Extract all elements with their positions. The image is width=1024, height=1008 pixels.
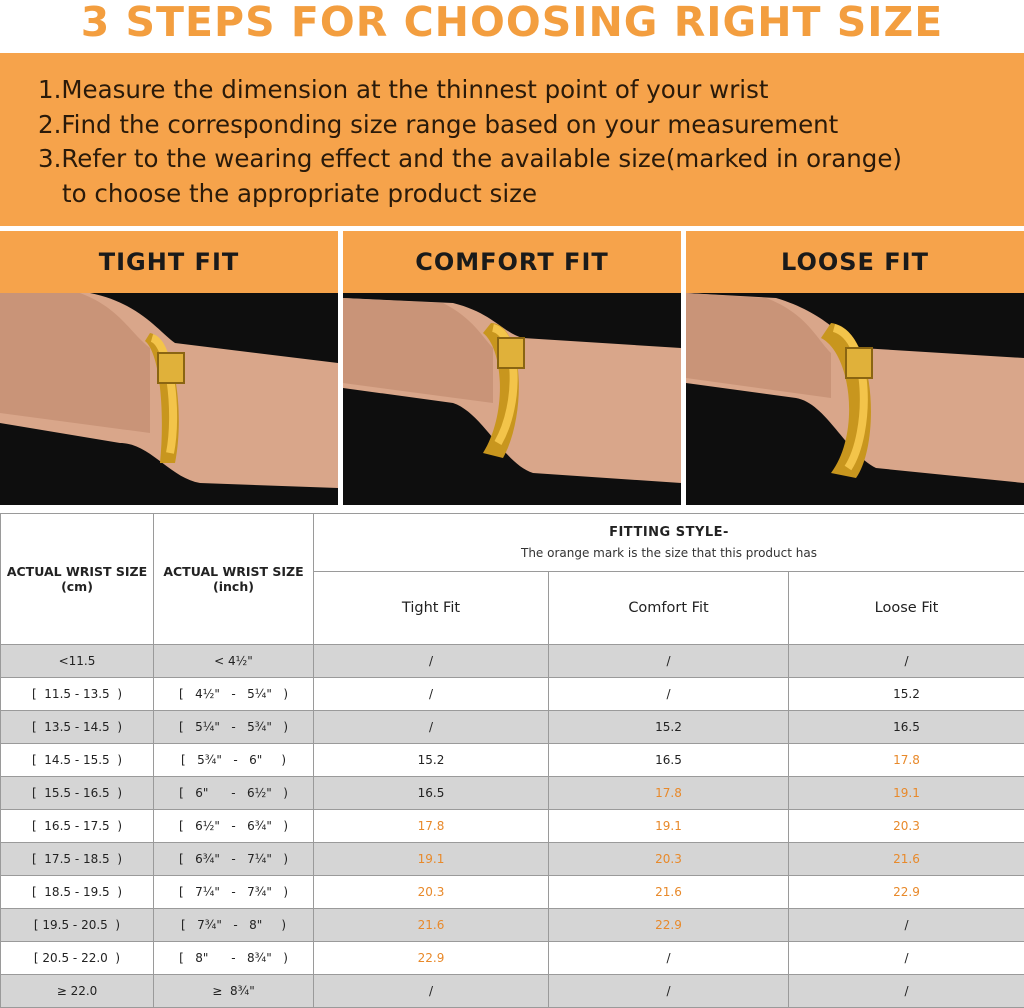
cell-wrist-inch: [ 6½" - 6¾" ) xyxy=(154,810,314,843)
fit-comfort-label: COMFORT FIT xyxy=(343,231,681,293)
cell-tight-fit: 19.1 xyxy=(314,843,549,876)
cell-wrist-inch: < 4½" xyxy=(154,645,314,678)
cell-comfort-fit: 22.9 xyxy=(549,909,789,942)
header-loose-fit: Loose Fit xyxy=(789,572,1024,645)
table-row xyxy=(1,975,1024,1008)
cell-loose-fit: / xyxy=(789,645,1024,678)
cell-wrist-cm: [ 14.5 - 15.5 ) xyxy=(1,744,154,777)
fit-comparison xyxy=(0,231,1024,505)
table-row xyxy=(1,678,1024,711)
cell-wrist-inch: [ 5¼" - 5¾" ) xyxy=(154,711,314,744)
fit-tight-photo xyxy=(0,293,338,505)
cell-wrist-inch: ≥ 8¾" xyxy=(154,975,314,1008)
header-wrist-inch: ACTUAL WRIST SIZE (inch) xyxy=(154,514,314,645)
header-comfort-fit: Comfort Fit xyxy=(549,572,789,645)
cell-wrist-cm: [ 17.5 - 18.5 ) xyxy=(1,843,154,876)
table-row xyxy=(1,711,1024,744)
cell-wrist-inch: [ 6¾" - 7¼" ) xyxy=(154,843,314,876)
cell-loose-fit: 17.8 xyxy=(789,744,1024,777)
step-2: 2.Find the corresponding size range based on your measurement xyxy=(38,109,839,139)
table-row xyxy=(1,942,1024,975)
cell-comfort-fit: / xyxy=(549,645,789,678)
cell-wrist-cm: ≥ 22.0 xyxy=(1,975,154,1008)
cell-tight-fit: / xyxy=(314,678,549,711)
cell-comfort-fit: 21.6 xyxy=(549,876,789,909)
cell-comfort-fit: / xyxy=(549,942,789,975)
step-3: 3.Refer to the wearing effect and the available size(marked in orange) xyxy=(38,144,902,173)
fit-loose xyxy=(686,231,1024,505)
fit-loose-photo xyxy=(686,293,1024,505)
cell-loose-fit: / xyxy=(789,942,1024,975)
cell-tight-fit: 17.8 xyxy=(314,810,549,843)
table-row xyxy=(1,843,1024,876)
cell-tight-fit: / xyxy=(314,645,549,678)
cell-wrist-inch: [ 5¾" - 6" ) xyxy=(154,744,314,777)
cell-comfort-fit: 20.3 xyxy=(549,843,789,876)
cell-tight-fit: 22.9 xyxy=(314,942,549,975)
table-row xyxy=(1,909,1024,942)
fit-comfort xyxy=(343,231,681,505)
page-title: 3 STEPS FOR CHOOSING RIGHT SIZE xyxy=(80,0,944,46)
cell-loose-fit: / xyxy=(789,975,1024,1008)
cell-wrist-cm: [ 11.5 - 13.5 ) xyxy=(1,678,154,711)
fit-tight-label: TIGHT FIT xyxy=(0,231,338,293)
cell-tight-fit: 20.3 xyxy=(314,876,549,909)
cell-wrist-cm: [ 16.5 - 17.5 ) xyxy=(1,810,154,843)
cell-loose-fit: 20.3 xyxy=(789,810,1024,843)
cell-loose-fit: 16.5 xyxy=(789,711,1024,744)
cell-tight-fit: 21.6 xyxy=(314,909,549,942)
cell-comfort-fit: / xyxy=(549,678,789,711)
cell-wrist-inch: [ 4½" - 5¼" ) xyxy=(154,678,314,711)
cell-tight-fit: 16.5 xyxy=(314,777,549,810)
cell-wrist-inch: [ 6" - 6½" ) xyxy=(154,777,314,810)
cell-wrist-inch: [ 8" - 8¾" ) xyxy=(154,942,314,975)
cell-loose-fit: 19.1 xyxy=(789,777,1024,810)
cell-loose-fit: 22.9 xyxy=(789,876,1024,909)
cell-comfort-fit: 19.1 xyxy=(549,810,789,843)
cell-loose-fit: 15.2 xyxy=(789,678,1024,711)
cell-wrist-inch: [ 7¼" - 7¾" ) xyxy=(154,876,314,909)
cell-wrist-cm: <11.5 xyxy=(1,645,154,678)
cell-wrist-cm: [ 13.5 - 14.5 ) xyxy=(1,711,154,744)
cell-tight-fit: 15.2 xyxy=(314,744,549,777)
cell-wrist-cm: [ 19.5 - 20.5 ) xyxy=(1,909,154,942)
cell-comfort-fit: 16.5 xyxy=(549,744,789,777)
cell-wrist-cm: [ 15.5 - 16.5 ) xyxy=(1,777,154,810)
header-wrist-cm: ACTUAL WRIST SIZE (cm) xyxy=(1,514,154,645)
size-table xyxy=(0,513,1024,1008)
cell-loose-fit: / xyxy=(789,909,1024,942)
cell-wrist-cm: [ 20.5 - 22.0 ) xyxy=(1,942,154,975)
header-tight-fit: Tight Fit xyxy=(314,572,549,645)
header-fitting-style: FITTING STYLE- The orange mark is the size that this product has xyxy=(314,514,1024,572)
cell-tight-fit: / xyxy=(314,711,549,744)
table-row xyxy=(1,777,1024,810)
step-1: 1.Measure the dimension at the thinnest point of your wrist xyxy=(38,75,769,104)
table-row xyxy=(1,810,1024,843)
cell-wrist-cm: [ 18.5 - 19.5 ) xyxy=(1,876,154,909)
cell-loose-fit: 21.6 xyxy=(789,843,1024,876)
fit-tight xyxy=(0,231,338,505)
fit-loose-label: LOOSE FIT xyxy=(686,231,1024,293)
cell-comfort-fit: 15.2 xyxy=(549,711,789,744)
fit-comfort-photo xyxy=(343,293,681,505)
table-row xyxy=(1,876,1024,909)
step-3-continued: to choose the appropriate product size xyxy=(62,178,538,208)
table-row xyxy=(1,645,1024,678)
steps-panel xyxy=(0,53,1024,226)
cell-tight-fit: / xyxy=(314,975,549,1008)
cell-wrist-inch: [ 7¾" - 8" ) xyxy=(154,909,314,942)
cell-comfort-fit: / xyxy=(549,975,789,1008)
table-row xyxy=(1,744,1024,777)
cell-comfort-fit: 17.8 xyxy=(549,777,789,810)
